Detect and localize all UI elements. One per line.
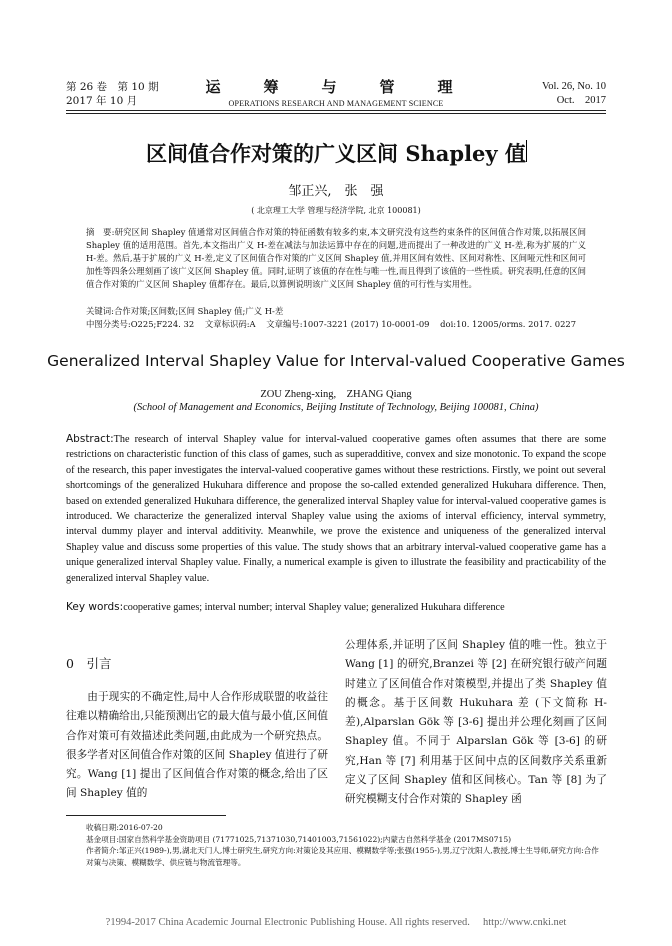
authors-cn: 邹正兴, 张 强 [288, 184, 384, 199]
abstract-cn: 摘 要:研究区间 Shapley 值通常对区间值合作对策的特征函数有较多约束,本文研究没有这些约束条件的区间值合作对策,以拓展区间 Shapley 值的适用范围。首先,本文指出广义 H-差在减法与加法运算中存在的问题,进而提出了一种改进的广义 H-差,称为扩展的广义 H-差。然后,基于扩展的广义 H-差,定义了区间值合作对策的广义区间 Shapley 值,并用区间有效性、区间对称性、区间哑元性和区间可加性等四条公理刻画了该广义区间 Shapley 值。同时,证明了该值的存在性与唯一性,而且得到了该值的一些性质。研究表明,任意的区间值合作对策的广义区间 Shapley 值都存在。最后,以算例说明该广义区间 Shapley 值的可行性与实用性。 [86, 227, 586, 289]
text-cursor [526, 140, 527, 162]
footnote-fund: 基金项目:国家自然科学基金资助项目 (71771025,71371030,71401003,71561022);内蒙古自然科学基金 (2017MS0715) [86, 834, 512, 844]
footnotes [86, 822, 606, 868]
abstract-en [66, 432, 606, 586]
copyright-line: ?1994-2017 China Academic Journal Electronic Publishing House. All rights reserved. http://www.cnki.net [105, 917, 567, 928]
keywords-cn: 关键词:合作对策;区间数;区间 Shapley 值;广义 H-差 [86, 306, 284, 316]
journal-name-en: OPERATIONS RESEARCH AND MANAGEMENT SCIENCE [228, 99, 444, 108]
keywords-en-text: cooperative games; interval number; interval Shapley value; generalized Hukuhara difference [123, 602, 505, 613]
abstract-en-text: The research of interval Shapley value for interval-valued cooperative games often assumes that there are some restrictions on characteristic function of this class of games, such as superadditive, convex and size monotonic. To expand the scope of the research, this paper investigates the interval-valued cooperative games without these restrictions. Firstly, we point out several shortcomings of the generalized Hukuhara difference and propose the so-called extended generalized Hukuhara difference. Then, based on extended generalized Hukuhara difference, the generalized interval Shapley value for interval-valued cooperative games is introduced. We characterize the generalized interval Shapley value using the axioms of interval efficiency, interval symmetry, interval dummy player and interval additivity. Meanwhile, we prove the existence and uniqueness of the generalized interval Shapley value and discuss some properties of this value. The study shows that an arbitrary interval-valued cooperative game has a unique generalized interval Shapley value. Finally, a numerical example is given to illustrate the feasibility and practicability of the generalized interval Shapley value. [66, 434, 606, 584]
footnote-received: 收稿日期:2016-07-20 [86, 823, 163, 832]
journal-name-cn: 运 筹 与 管 理 [205, 78, 467, 96]
body-column-left: 由于现实的不确定性,局中人合作形成联盟的收益往往难以精确给出,只能预测出它的最大值与最小值,区间值合作对策可有效描述此类问题,由此成为一个研究热点。很多学者对区间值合作对策的区间 Shapley 值进行了研究。Wang [1] 提出了区间值合作对策的概念,给出了区间 Shapley 值的 [66, 691, 328, 800]
volume-en: Vol. 26, No. 10 [542, 81, 606, 92]
affiliation-en: (School of Management and Economics, Beijing Institute of Technology, Beijing 100081, China) [133, 402, 539, 413]
paper-title-en: Generalized Interval Shapley Value for Interval-valued Cooperative Games [47, 352, 625, 370]
authors-en: ZOU Zheng-xing, ZHANG Qiang [260, 389, 412, 400]
header-rule-thin [66, 113, 606, 114]
date-en: Oct. 2017 [556, 95, 606, 106]
document-code: 文章标识码:A [204, 319, 256, 329]
keywords-en-label: Key words: [66, 601, 124, 613]
classification-line [86, 318, 586, 331]
clc-number: 中图分类号:O225;F224. 32 [86, 319, 195, 329]
paper-title-cn: 区间值合作对策的广义区间 Shapley 值 [146, 141, 526, 166]
journal-issue-en [542, 80, 606, 108]
keywords-en [66, 600, 606, 615]
section-heading: 0 引言 [66, 656, 112, 671]
footnote-rule [66, 815, 226, 816]
volume-cn: 第 26 卷 第 10 期 [66, 81, 159, 93]
article-number: 文章编号:1007-3221 (2017) 10-0001-09 [266, 319, 430, 329]
header-rule-thick [66, 110, 606, 111]
affiliation-cn: ( 北京理工大学 管理与经济学院, 北京 100081) [251, 206, 421, 215]
body-column-right: 公理体系,并证明了区间 Shapley 值的唯一性。独立于 Wang [1] 的研究,Branzei 等 [2] 在研究银行破产问题时建立了区间值合作对策模型,并提出了类 Shapley 值的概念。基于区间数 Hukuhara 差 (下文简称 H-差),Alparslan Gök 等 [3-6] 提出并公理化刻画了区间 Shapley 值。不同于 Alparslan Gök 等 [3-6] 的研究,Han 等 [7] 利用基于区间中点的区间数序关系重新定义了区间 Shapley 值和区间核心。Tan 等 [8] 为了研究模糊支付合作对策的 Shapley 函 [345, 639, 607, 806]
doi: doi:10. 12005/orms. 2017. 0227 [440, 319, 577, 329]
footnote-bio: 作者简介:邹正兴(1989-),男,湖北天门人,博士研究生,研究方向:对策论及其应用、模糊数学等;张强(1955-),男,辽宁沈阳人,教授,博士生导师,研究方向:合作对策与决策、模糊数学、供应链与物流管理等。 [86, 846, 599, 867]
abstract-en-label: Abstract: [66, 433, 114, 445]
date-cn: 2017 年 10 月 [66, 95, 138, 107]
